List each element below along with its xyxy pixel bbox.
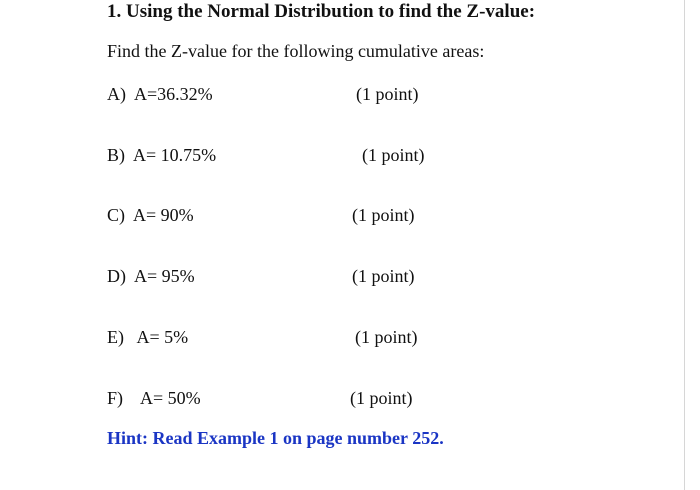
question-e-points: (1 point) — [355, 327, 418, 347]
question-instructions: Find the Z-value for the following cumulative areas: — [107, 41, 485, 61]
question-b-points: (1 point) — [362, 145, 425, 165]
question-f-label: F) A= 50% — [107, 388, 201, 408]
question-d-label: D) A= 95% — [107, 266, 195, 286]
question-c-points: (1 point) — [352, 205, 415, 225]
question-a-points: (1 point) — [356, 84, 419, 104]
hint-text: Hint: Read Example 1 on page number 252. — [107, 428, 444, 448]
question-c-label: C) A= 90% — [107, 205, 194, 225]
page-edge-divider — [684, 0, 685, 490]
question-d-points: (1 point) — [352, 266, 415, 286]
question-a-label: A) A=36.32% — [107, 84, 213, 104]
question-title: 1. Using the Normal Distribution to find the Z-value: — [107, 1, 536, 22]
question-e-label: E) A= 5% — [107, 327, 189, 347]
question-b-label: B) A= 10.75% — [107, 145, 217, 165]
question-f-points: (1 point) — [350, 388, 413, 408]
